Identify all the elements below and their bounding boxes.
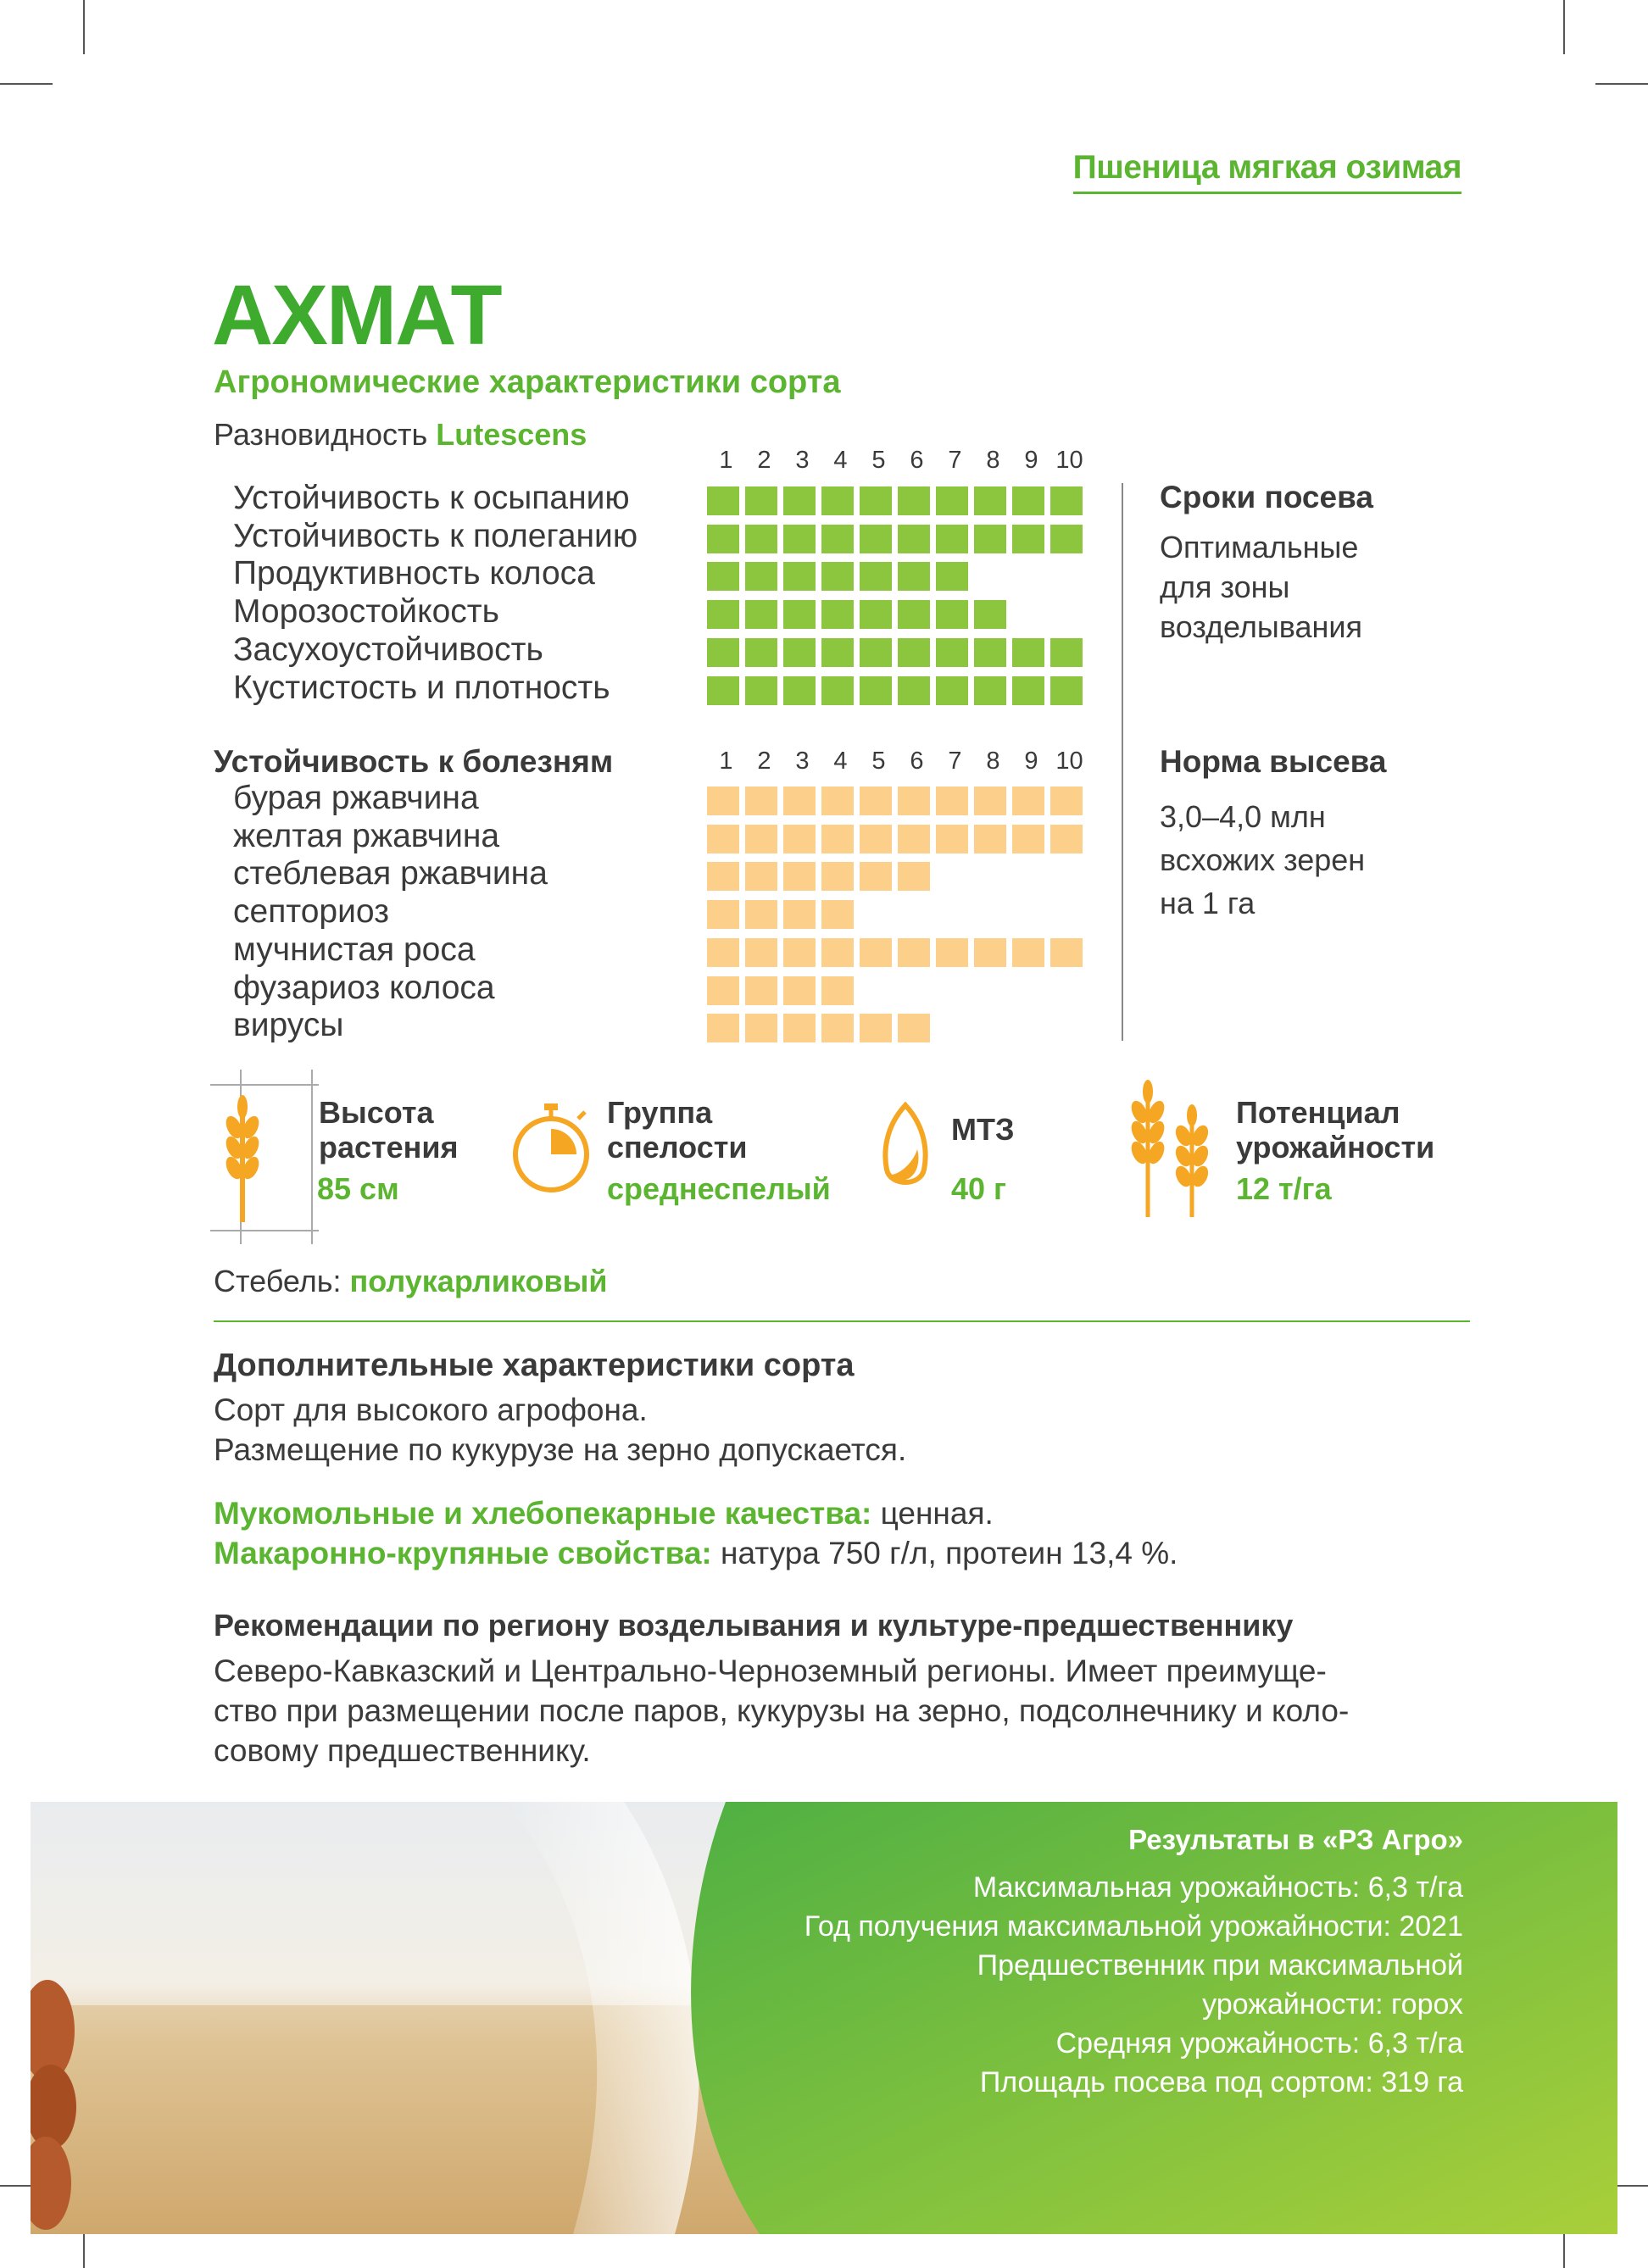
orange-rating-cell [745, 862, 777, 891]
green-rating-cell [821, 525, 854, 553]
green-rating-cell [974, 600, 1006, 629]
green-rating-cell [1012, 676, 1044, 705]
height-label-line: растения [319, 1130, 459, 1165]
orange-rating-cell [745, 787, 777, 815]
stem-label: Стебель: [214, 1264, 342, 1298]
green-rating-cell [898, 562, 930, 591]
orange-rating-cell [745, 825, 777, 853]
results-line: Максимальная урожайность: 6,3 т/га [972, 1871, 1463, 1904]
green-rating-cell [860, 638, 892, 667]
scale-number: 1 [719, 748, 733, 775]
green-rating-cell [860, 486, 892, 515]
orange-rating-cell [821, 1014, 854, 1042]
rating-label: фузариоз колоса [233, 969, 495, 1006]
sowing-time-title: Сроки посева [1160, 480, 1373, 514]
rating-label: Засухоустойчивость [233, 631, 543, 668]
scale-number: 8 [986, 748, 1000, 775]
ripeness-value: среднеспелый [607, 1171, 831, 1206]
green-rating-cell [821, 676, 854, 705]
green-rating-cell [936, 638, 968, 667]
rating-label: вирусы [233, 1007, 344, 1044]
orange-rating-cell [783, 1014, 816, 1042]
orange-rating-cell [898, 938, 930, 967]
orange-rating-cell [707, 825, 739, 853]
scale-number: 5 [871, 447, 886, 474]
green-rating-cell [974, 525, 1006, 553]
seeding-rate-title: Норма высева [1160, 744, 1387, 779]
orange-rating-cell [707, 976, 739, 1005]
scale-number: 7 [948, 748, 962, 775]
scale-numbers-agronomic [707, 447, 1088, 475]
seeding-rate-text [1160, 795, 1365, 925]
yield-label-line: урожайности [1236, 1130, 1435, 1165]
scale-numbers-diseases [707, 748, 1088, 775]
crop-mark [0, 83, 53, 85]
recommendations-line: совому предшественнику. [214, 1733, 591, 1768]
green-rating-cell [707, 525, 739, 553]
rating-label: Устойчивость к полеганию [233, 517, 638, 554]
seeding-rate-line: 3,0–4,0 млн [1160, 799, 1326, 834]
green-rating-cell [1050, 676, 1083, 705]
ripeness-label [607, 1095, 747, 1165]
green-rating-cell [1050, 486, 1083, 515]
ripeness-label-line: Группа [607, 1095, 713, 1130]
orange-rating-cell [783, 976, 816, 1005]
stem-value: полукарликовый [349, 1264, 608, 1298]
orange-rating-cell [745, 1014, 777, 1042]
green-rating-cell [974, 638, 1006, 667]
green-rating-cell [821, 486, 854, 515]
yield-label [1236, 1095, 1434, 1165]
orange-rating-cell [898, 1014, 930, 1042]
rating-label: Устойчивость к осыпанию [233, 480, 630, 516]
pasta-value: натура 750 г/л, протеин 13,4 %. [721, 1536, 1178, 1570]
scale-number: 3 [795, 447, 810, 474]
yield-value: 12 т/га [1236, 1171, 1332, 1206]
sowing-time-text [1160, 527, 1362, 647]
results-line: Площадь посева под сортом: 319 га [979, 2066, 1463, 2098]
orange-rating-cell [783, 825, 816, 853]
green-rating-cell [783, 638, 816, 667]
green-rating-cell [974, 486, 1006, 515]
sowing-time-line: возделывания [1160, 609, 1362, 644]
orange-rating-cell [745, 900, 777, 929]
green-rating-cell [936, 486, 968, 515]
orange-rating-cell [974, 787, 1006, 815]
rating-label: Продуктивность колоса [233, 555, 595, 592]
subspecies-label: Разновидность [214, 417, 428, 452]
orange-rating-cell [936, 787, 968, 815]
results-list [805, 1868, 1463, 2102]
orange-rating-cell [707, 938, 739, 967]
orange-rating-cell [1050, 787, 1083, 815]
divider-line [1122, 483, 1123, 1041]
green-rating-cell [974, 676, 1006, 705]
green-rating-cell [936, 600, 968, 629]
orange-rating-cell [860, 787, 892, 815]
green-rating-cell [1050, 638, 1083, 667]
baking-quality [214, 1493, 1178, 1533]
pasta-label: Макаронно-крупяные свойства: [214, 1536, 712, 1570]
green-rating-cell [745, 562, 777, 591]
green-rating-cell [745, 676, 777, 705]
sowing-time-line: Оптимальные [1160, 530, 1359, 564]
orange-rating-cell [860, 825, 892, 853]
crop-mark [1563, 0, 1565, 54]
orange-rating-cell [1012, 787, 1044, 815]
orange-rating-cell [1050, 825, 1083, 853]
green-rating-cell [745, 600, 777, 629]
scale-number: 7 [948, 447, 962, 474]
green-rating-cell [707, 638, 739, 667]
green-rating-cell [745, 486, 777, 515]
diseases-title: Устойчивость к болезням [214, 744, 614, 779]
green-rating-cell [745, 525, 777, 553]
orange-rating-cell [821, 787, 854, 815]
green-rating-cell [860, 525, 892, 553]
green-rating-cell [860, 600, 892, 629]
rating-label: септориоз [233, 893, 390, 931]
orange-rating-cell [898, 862, 930, 891]
yield-label-line: Потенциал [1236, 1095, 1400, 1130]
section-divider [214, 1320, 1470, 1322]
subspecies [214, 417, 587, 453]
crop-mark [0, 2185, 31, 2187]
scale-number: 4 [833, 447, 848, 474]
green-rating-cell [783, 486, 816, 515]
recommendations-line: Северо-Кавказский и Центрально-Черноземный регионы. Имеет преимуще- [214, 1654, 1327, 1688]
rating-label: бурая ржавчина [233, 780, 479, 816]
orange-rating-cell [1050, 938, 1083, 967]
green-rating-cell [783, 600, 816, 629]
orange-rating-cell [1012, 938, 1044, 967]
orange-rating-cell [707, 900, 739, 929]
orange-rating-cell [821, 900, 854, 929]
rating-label: стеблевая ржавчина [233, 855, 548, 892]
scale-number: 5 [871, 748, 886, 775]
orange-rating-cell [860, 938, 892, 967]
green-rating-cell [821, 562, 854, 591]
green-rating-cell [783, 676, 816, 705]
rating-label: Морозостойкость [233, 593, 499, 631]
green-rating-cell [1012, 525, 1044, 553]
scale-number: 2 [757, 748, 771, 775]
rating-label: мучнистая роса [233, 931, 476, 968]
green-rating-cell [936, 525, 968, 553]
scale-number: 9 [1024, 447, 1038, 474]
variety-name: АХМАТ [212, 268, 501, 363]
orange-rating-cell [783, 938, 816, 967]
green-rating-cell [1012, 638, 1044, 667]
results-line: Средняя урожайность: 6,3 т/га [1055, 2027, 1463, 2060]
results-line: урожайности: горох [1202, 1988, 1463, 2021]
orange-rating-cell [974, 938, 1006, 967]
green-rating-cell [898, 676, 930, 705]
green-rating-cell [783, 525, 816, 553]
recommendations-text [214, 1651, 1349, 1770]
orange-rating-cell [707, 1014, 739, 1042]
green-rating-cell [936, 676, 968, 705]
green-rating-cell [898, 525, 930, 553]
mtz-label: МТЗ [951, 1112, 1015, 1147]
stem-type [214, 1261, 607, 1301]
green-rating-cell [898, 486, 930, 515]
height-label [319, 1095, 459, 1165]
additional-title: Дополнительные характеристики сорта [214, 1348, 855, 1383]
orange-rating-cell [745, 938, 777, 967]
crop-mark [1595, 83, 1648, 85]
wheat-ear-icon [210, 1070, 319, 1244]
grain-icon [880, 1102, 931, 1195]
scale-number: 2 [757, 447, 771, 474]
green-rating-cell [707, 486, 739, 515]
results-line: Предшественник при максимальной [977, 1949, 1463, 1982]
scale-number: 8 [986, 447, 1000, 474]
orange-rating-cell [860, 862, 892, 891]
crop-mark [83, 0, 85, 54]
category-header: Пшеница мягкая озимая [1073, 149, 1461, 194]
sowing-time-line: для зоны [1160, 570, 1290, 604]
scale-number: 1 [719, 447, 733, 474]
green-rating-cell [936, 562, 968, 591]
height-value: 85 см [317, 1171, 399, 1206]
scale-number: 6 [910, 748, 924, 775]
green-rating-cell [860, 676, 892, 705]
height-label-line: Высота [319, 1095, 434, 1130]
green-rating-cell [783, 562, 816, 591]
orange-rating-cell [783, 787, 816, 815]
green-rating-cell [821, 600, 854, 629]
seeding-rate-line: на 1 га [1160, 886, 1255, 920]
orange-rating-cell [821, 825, 854, 853]
orange-rating-cell [821, 976, 854, 1005]
additional-line: Сорт для высокого агрофона. [214, 1392, 648, 1427]
orange-rating-cell [936, 825, 968, 853]
orange-rating-cell [745, 976, 777, 1005]
stopwatch-icon [509, 1103, 593, 1195]
green-rating-cell [745, 638, 777, 667]
orange-rating-cell [936, 938, 968, 967]
two-wheat-ears-icon [1117, 1075, 1219, 1219]
baking-value: ценная. [880, 1496, 994, 1531]
subspecies-value: Lutescens [436, 417, 587, 452]
rating-label: Кустистость и плотность [233, 669, 610, 706]
green-rating-cell [707, 676, 739, 705]
orange-rating-cell [783, 862, 816, 891]
scale-number: 4 [833, 748, 848, 775]
scale-number: 3 [795, 748, 810, 775]
scale-number: 10 [1055, 447, 1083, 474]
ripeness-label-line: спелости [607, 1130, 748, 1165]
quality-block [214, 1493, 1178, 1573]
baking-label: Мукомольные и хлебопекарные качества: [214, 1496, 872, 1531]
green-rating-cell [821, 638, 854, 667]
orange-rating-cell [821, 862, 854, 891]
recommendations-line: ство при размещении после паров, кукурузы на зерно, подсолнечнику и коло- [214, 1693, 1350, 1728]
recommendations-title: Рекомендации по региону возделывания и культуре-предшественнику [214, 1608, 1294, 1643]
green-rating-cell [707, 600, 739, 629]
orange-rating-cell [707, 862, 739, 891]
results-title: Результаты в «РЗ Агро» [1128, 1824, 1463, 1855]
orange-rating-cell [974, 825, 1006, 853]
green-rating-cell [860, 562, 892, 591]
orange-rating-cell [1012, 825, 1044, 853]
additional-text [214, 1390, 906, 1470]
orange-rating-cell [898, 787, 930, 815]
results-line: Год получения максимальной урожайности: 2021 [804, 1910, 1463, 1943]
rating-label: желтая ржавчина [233, 817, 500, 854]
orange-rating-cell [821, 938, 854, 967]
section-title-agronomic: Агрономические характеристики сорта [214, 364, 841, 400]
green-rating-cell [898, 638, 930, 667]
scale-number: 10 [1055, 748, 1083, 775]
green-rating-cell [1050, 525, 1083, 553]
orange-rating-cell [783, 900, 816, 929]
green-rating-cell [707, 562, 739, 591]
green-rating-cell [1012, 486, 1044, 515]
orange-rating-cell [707, 787, 739, 815]
seeding-rate-line: всхожих зерен [1160, 842, 1366, 877]
orange-rating-cell [898, 825, 930, 853]
scale-number: 9 [1024, 748, 1038, 775]
orange-rating-cell [860, 1014, 892, 1042]
pasta-quality [214, 1533, 1178, 1573]
additional-line: Размещение по кукурузе на зерно допускается. [214, 1432, 907, 1467]
green-rating-cell [898, 600, 930, 629]
mtz-value: 40 г [951, 1171, 1007, 1206]
scale-number: 6 [910, 447, 924, 474]
